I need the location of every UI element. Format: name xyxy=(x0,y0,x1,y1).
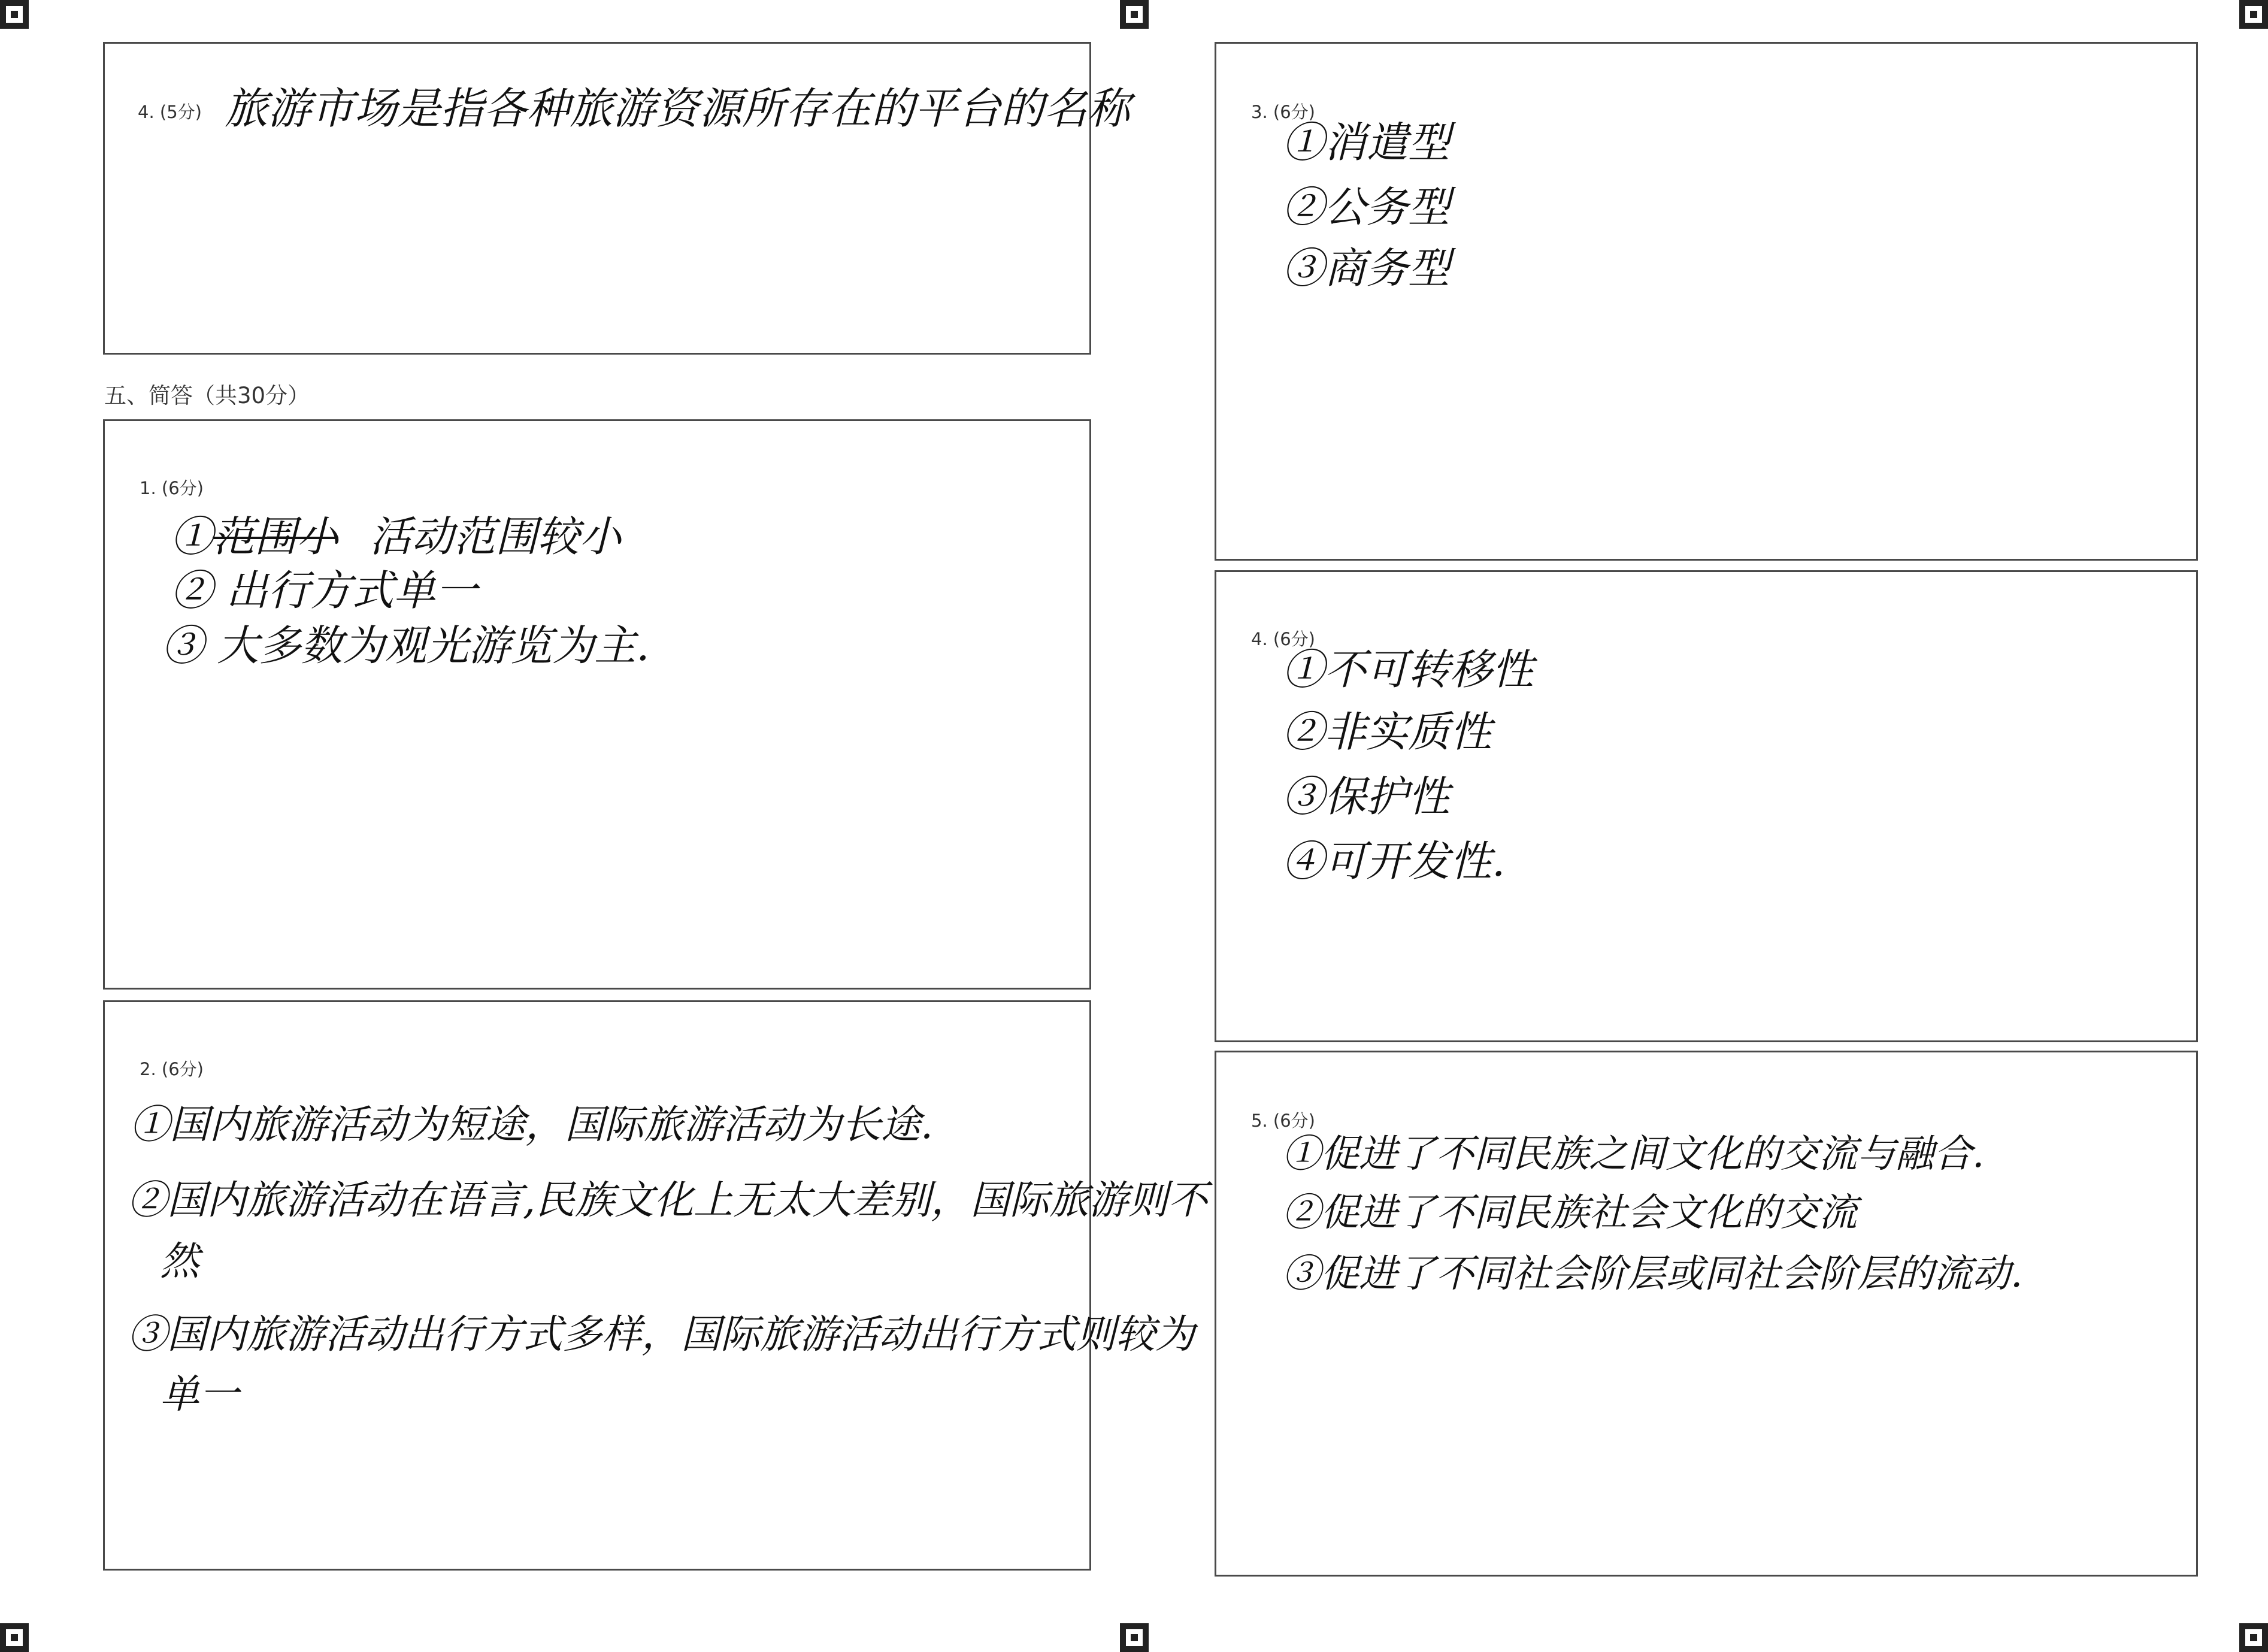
answer-box-q5 xyxy=(1215,1051,2198,1577)
alignment-marker-top-right xyxy=(2239,0,2268,29)
answer-line: ④可开发性. xyxy=(1282,837,1506,886)
question-label: 5. (6分) xyxy=(1251,1111,1315,1131)
answer-line xyxy=(171,512,622,561)
question-label: 2. (6分) xyxy=(140,1059,204,1079)
answer-line: ①不可转移性 xyxy=(1282,645,1534,694)
alignment-marker-bottom-center xyxy=(1120,1623,1149,1652)
alignment-marker-top-center xyxy=(1120,0,1149,29)
struck-text: 范围小 xyxy=(213,512,338,561)
answer-line: ①消遣型 xyxy=(1282,118,1450,167)
answer-line: 然 xyxy=(160,1238,199,1284)
item-number: ① xyxy=(171,512,213,561)
answer-text: 活动范围较小 xyxy=(370,512,622,561)
answer-box-fill-q4 xyxy=(103,42,1131,355)
answer-box-q3 xyxy=(1215,42,2198,561)
answer-box-q1 xyxy=(103,419,1091,990)
question-label: 3. (6分) xyxy=(1251,102,1315,122)
answer-line: ②国内旅游活动在语言,民族文化上无太大差别，国际旅游则不 xyxy=(128,1177,1207,1223)
question-label: 1. (6分) xyxy=(140,478,204,498)
answer-text: 大多数为观光游览为主. xyxy=(217,621,650,670)
answer-line: ③商务型 xyxy=(1282,244,1450,293)
answer-line: ③国内旅游活动出行方式多样，国际旅游活动出行方式则较为 xyxy=(128,1311,1195,1357)
question-label: 4. (5分) xyxy=(138,102,202,122)
item-number: ② xyxy=(171,566,213,615)
section-title: 五、简答（共30分） xyxy=(104,383,310,409)
answer-line xyxy=(162,621,650,670)
answer-text: 出行方式单一 xyxy=(226,566,478,615)
question-label: 4. (6分) xyxy=(1251,629,1315,649)
answer-line: ③保护性 xyxy=(1282,772,1450,821)
handwritten-answer: 旅游市场是指各种旅游资源所存在的平台的名称 xyxy=(225,83,1131,134)
alignment-marker-bottom-right xyxy=(2239,1623,2268,1652)
answer-line: ③促进了不同社会阶层或同社会阶层的流动. xyxy=(1282,1252,2023,1296)
answer-line: ②公务型 xyxy=(1282,183,1450,232)
answer-line: ①国内旅游活动为短途，国际旅游活动为长途. xyxy=(130,1102,933,1148)
answer-box-q2 xyxy=(103,1000,1207,1571)
answer-line xyxy=(171,566,478,615)
answer-line: ①促进了不同民族之间文化的交流与融合. xyxy=(1282,1132,1985,1176)
item-number: ③ xyxy=(162,621,204,670)
answer-line: ②非实质性 xyxy=(1282,707,1492,757)
answer-line: 单一 xyxy=(160,1371,239,1417)
alignment-marker-top-left xyxy=(0,0,29,29)
answer-box-q4 xyxy=(1215,570,2198,1042)
answer-line: ②促进了不同民族社会文化的交流 xyxy=(1282,1191,1857,1235)
alignment-marker-bottom-left xyxy=(0,1623,29,1652)
